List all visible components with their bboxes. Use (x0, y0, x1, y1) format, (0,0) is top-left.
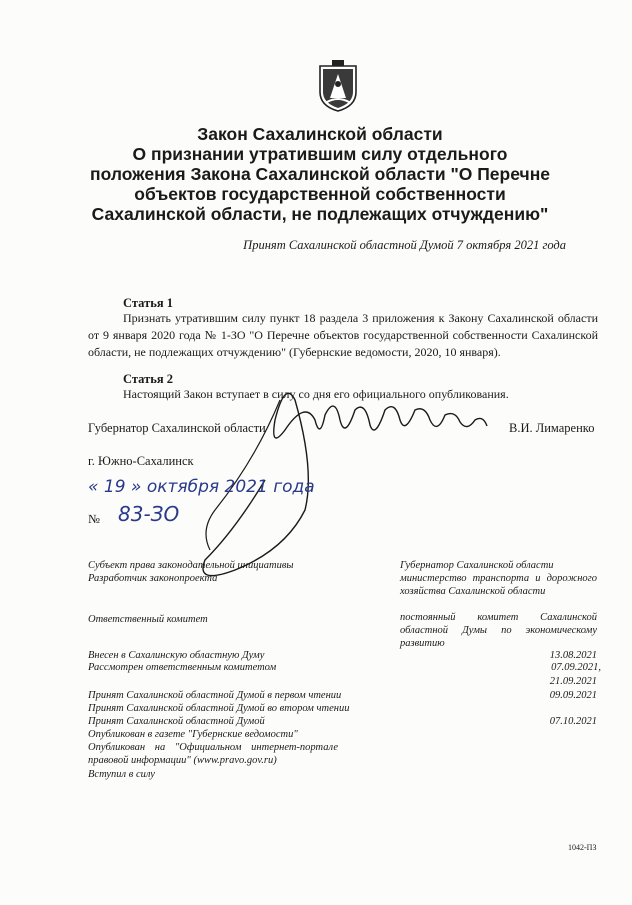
meta-label: Вступил в силу (88, 769, 155, 780)
number-label: № (88, 512, 100, 526)
coat-of-arms-icon (318, 58, 358, 112)
article-1-text: Признать утратившим силу пункт 18 раздела 3 приложения к Закону Сахалинской области от 9 января 2020 года № 1-ЗО "О Перечне объектов государственной собственности Сахалинской области, не подлежащих отчуждению" (Губернские ведомости, 2020, 10 января). (88, 311, 598, 359)
document-code: 1042-ПЗ (568, 843, 597, 852)
meta-label: Принят Сахалинской областной Думой (88, 716, 265, 727)
meta-value: постоянный комитет Сахалинской областной Думы по экономическому развитию (400, 612, 597, 649)
meta-label: Принят Сахалинской областной Думой в первом чтении (88, 690, 342, 701)
meta-value: Губернатор Сахалинской области (400, 560, 554, 571)
handwritten-signature (175, 360, 505, 590)
meta-label: Внесен в Сахалинскую областную Думу (88, 650, 265, 661)
governor-position: Губернатор Сахалинской области (88, 421, 266, 435)
meta-value: министерство транспорта и дорожного хозяйства Сахалинской области (400, 573, 597, 597)
article-1-heading: Статья 1 (123, 296, 173, 310)
article-2-heading: Статья 2 (123, 372, 173, 386)
meta-value: 07.10.2021 (549, 716, 597, 727)
meta-value: 07.09.2021, (551, 662, 601, 673)
city: г. Южно-Сахалинск (88, 454, 194, 468)
meta-label: Опубликован в газете "Губернские ведомости" (88, 729, 298, 740)
governor-name: В.И. Лимаренко (509, 421, 595, 435)
meta-label: Разработчик законопроекта (88, 573, 218, 584)
meta-label: Ответственный комитет (88, 614, 208, 625)
meta-value: 09.09.2021 (549, 690, 597, 701)
meta-label: Субъект права законодательной инициативы (88, 560, 294, 571)
signing-date: « 19 » октября 2021 года (88, 477, 315, 497)
title-line: положения Закона Сахалинской области "О Перечне (90, 164, 550, 184)
adoption-note: Принят Сахалинской областной Думой 7 октября 2021 года (243, 238, 566, 252)
meta-label: Опубликован на "Официальном интернет-портале правовой информации" (www.pravo.gov.ru) (88, 742, 338, 766)
meta-label: Принят Сахалинской областной Думой во втором чтении (88, 703, 350, 714)
meta-label: Рассмотрен ответственным комитетом (88, 662, 277, 673)
meta-value: 21.09.2021 (549, 676, 597, 687)
law-number: 83-ЗО (118, 502, 180, 526)
title-line: Закон Сахалинской области (197, 124, 443, 144)
title-line: О признании утратившим силу отдельного (132, 144, 508, 164)
title-line: объектов государственной собственности (134, 184, 506, 204)
article-2-text: Настоящий Закон вступает в силу со дня его официального опубликования. (123, 387, 509, 401)
law-title (60, 124, 580, 224)
title-line: Сахалинской области, не подлежащих отчуждению" (91, 204, 549, 224)
meta-value: 13.08.2021 (549, 650, 597, 661)
